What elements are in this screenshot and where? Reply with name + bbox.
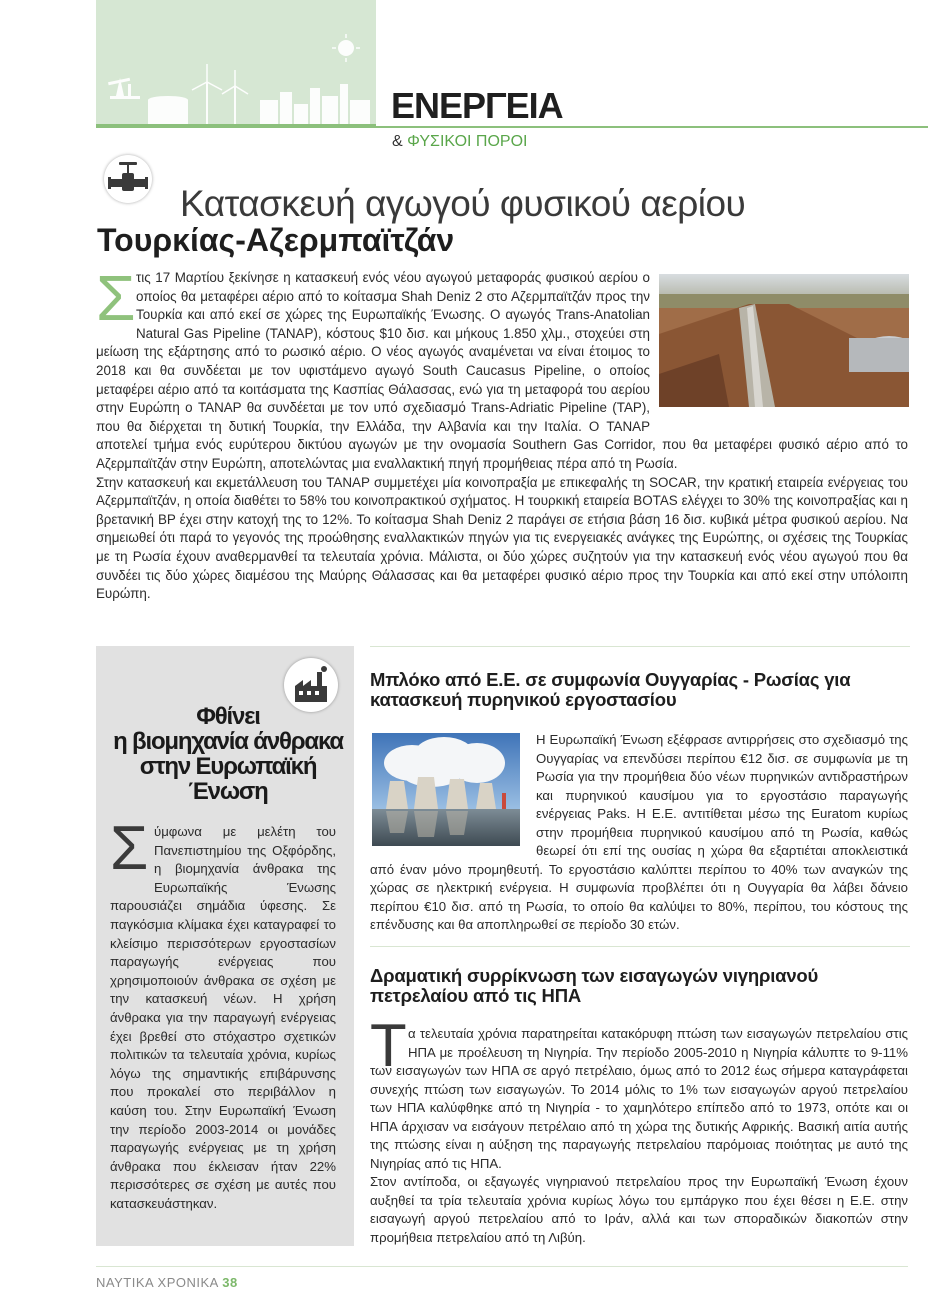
divider [370,946,910,947]
sidebar-paragraph: ύμφωνα με μελέτη του Πανεπιστημίου της Οξφόρδης, η βιομηχανία άνθρακα της Ευρωπαϊκής Ένωσης παρουσιάζει σημάδια ύφεσης. Σε παγκόσμια κλίμακα έχει καταγραφεί το κλείσιμο περισσότερων εργοστασίων παραγωγής ενέργειας που χρησιμοποιούν άνθρακα σε σχέση με την κατασκευή νέων. Η χρήση άνθρακα για την παραγωγή ενέργειας έχει βρεθεί στο στόχαστρο σχετικών πολιτικών τα τελευταία χρόνια, κυρίως λόγω της σημαντικής επιβάρυνσης που προκαλεί στο περιβάλλον η καύση του. Στην Ευρωπαϊκή Ένωση την περίοδο 2003-2014 οι μονάδες παραγωγής ενέργειας με τη χρήση άνθρακα που έκλεισαν ήταν 22% περισσότερες σε σχέση με αυτές που κατασκευάστηκαν. [110,824,336,1211]
publication-name: ΝΑΥΤΙΚΑ ΧΡΟΝΙΚΑ [96,1275,219,1290]
photo-spacer [370,731,536,847]
sidebar-title-line: στην Ευρωπαϊκή [139,753,317,780]
article2-paragraph: Η Ευρωπαϊκή Ένωση εξέφρασε αντιρρήσεις στο σχεδιασμό της Ουγγαρίας να επενδύσει περίπου €12 δισ. σε συμφωνία με τη Ρωσία για την προμήθεια δύο νέων πυρηνικών αντιδραστήρων και πυρηνικού καυσίμου για το εργοστάσιο παραγωγής ενέργειας Paks. Η Ε.Ε. αντιτίθεται μέσω της Euratom κυρίως στην προμήθεια πυρηνικού καυσίμου από τη Ρωσία, καθώς θεωρεί ότι επί της ουσίας η χώρα θα εξαρτιέται αποκλειστικά από έναν μόνο προμηθευτή. Το εργοστάσιο καλύπτει περίπου το 40% των αναγκών της χώρας σε ηλεκτρική ενέργεια. Η συμφωνία προβλέπει ότι η Ουγγαρία θα λάβει δάνειο περίπου €10 δισ. από τη Ρωσία, το οποίο θα καλύψει το 80%, περίπου, του κόστους της επένδυσης και θα αποπληρωθεί σε περίοδο 30 ετών. [370,732,908,932]
valve-icon [104,155,152,203]
sidebar-dropcap: Σ [110,814,149,883]
article3-dropcap: Τ [370,1012,407,1079]
photo-spacer [658,273,908,423]
page-footer [96,1275,238,1290]
dropcap-spacer [110,823,154,879]
subtitle-ampersand: & [392,133,403,150]
headline-line1: Κατασκευή αγωγού φυσικού αερίου [180,183,746,224]
subtitle-text: ΦΥΣΙΚΟΙ ΠΟΡΟΙ [407,133,528,150]
article3-title: Δραματική συρρίκνωση των εισαγωγών νιγηριανού πετρελαίου από τις ΗΠΑ [370,965,819,1006]
divider [370,646,910,647]
footer-rule [96,1266,908,1267]
article2-title: Μπλόκο από Ε.Ε. σε συμφωνία Ουγγαρίας - Ρωσίας για κατασκευή πυρηνικού εργοστασίου [370,669,851,710]
sidebar-title-line: Ένωση [188,778,268,805]
section-subtitle [392,133,527,151]
sidebar-title-line: η βιομηχανία άνθρακα [113,728,343,755]
article1-body [96,269,908,604]
article3-paragraph2: Στον αντίποδα, οι εξαγωγές νιγηριανού πετρελαίου προς την Ευρωπαϊκή Ένωση έχουν αυξηθεί τα τρία τελευταία χρόνια κυρίως λόγω του εμπάργκο που έχει θέσει η Ε.Ε. στην εισαγωγή αργού πετρελαίου από το Ιράν, αλλά και των σποραδικών διακοπών στην προμήθεια πετρελαίου από τη Λιβύη. [370,1174,908,1245]
headline-line2: Τουρκίας-Αζερμπαϊτζάν [97,222,455,258]
sidebar-title [110,704,346,804]
dropcap-spacer [370,1025,408,1061]
dropcap-spacer [96,269,136,343]
article3-paragraph1: α τελευταία χρόνια παρατηρείται κατακόρυφη πτώση των εισαγωγών πετρελαίου στις ΗΠΑ με προέλευση τη Νιγηρία. Την περίοδο 2005-2010 η Νιγηρία κάλυπτε το 9-11% των εισαγωγών των ΗΠΑ σε αργό πετρέλαιο, όμως από το 2012 έως σήμερα καταγράφεται συνεχής πτώση των εισαγωγών. Το 2014 μόλις το 1% των εισαγωγών αργού πετρελαίου των ΗΠΑ καλύφθηκε από τη Νιγηρία - το χαμηλότερο επίπεδο από το 1973, οπότε και οι ΗΠΑ άρχισαν να εισάγουν πετρέλαιο από τη χώρα της δυτικής Αφρικής. Βασική αιτία αυτής της πτώσης είναι η αύξηση της παραγωγής πετρελαίου παρόμοιας ποιότητας με αυτό της Νιγηρίας από τις ΗΠΑ. [370,1026,908,1171]
article1-paragraph1: τις 17 Μαρτίου ξεκίνησε η κατασκευή ενός νέου αγωγού μεταφοράς φυσικού αερίου ο οποίος θα μεταφέρει αέριο από το κοίτασμα Shah Deniz 2 στο Αζερμπαϊτζάν προς την Τουρκία και από εκεί σε χώρες της Ευρωπαϊκής Ένωσης. Ο αγωγός Trans-Anatolian Natural Gas Pipeline (TANAP), κόστους $10 δισ. και μήκους 1.850 χλμ., στοχεύει στη μείωση της εξάρτησης από το ρωσικό αέριο. Ο νέος αγωγός αναμένεται να είναι έτοιμος το 2018 και θα συνδέεται με τον υφιστάμενο αγωγό South Caucasus Pipeline, ο οποίος μεταφέρει αέριο από τα κοιτάσματα της Κασπίας Θάλασσας, ενώ για τη μεταφορά του αερίου στην Ευρώπη ο TANAP θα συνδέεται με τον υπό σχεδιασμό Trans-Adriatic Pipeline (TAP), που θα διέρχεται τη δυτική Τουρκία, την Ελλάδα, την Αλβανία και την Ιταλία. Ο TANAP αποτελεί τμήμα ενός ευρύτερου δικτύου αγωγών με την ονομασία Southern Gas Corridor, που θα μεταφέρει φυσικό αέριο από το Αζερμπαϊτζάν στην Ευρώπη, αποτελώντας μια εναλλακτική πηγή προμήθειας πέρα από τη Ρωσία. [96,270,908,471]
sidebar-body [110,823,336,1213]
header-rule [376,126,928,128]
energy-skyline-icon [96,0,376,128]
sidebar-title-line: Φθίνει [196,703,260,730]
energy-skyline-illustration [96,0,376,128]
article1-paragraph2: Στην κατασκευή και εκμετάλλευση του TANAP συμμετέχει μία κοινοπραξία με επικεφαλής τη SOCAR, την κρατική εταιρεία ενέργειας του Αζερμπαϊτζάν, η οποία διαθέτει το 58% του κοινοπρακτικού σχήματος. Η τουρκική εταιρεία BOTAS ελέγχει το 30% της κοινοπραξίας και η βρετανική BP έχει στην κατοχή της το 12%. Το κοίτασμα Shah Deniz 2 παράγει σε ετήσια βάση 16 δισ. κυβικά μέτρα φυσικού αερίου. Να σημειωθεί ότι παρά το γεγονός της προώθησης εναλλακτικών πηγών για τις ενεργειακές ανάγκες της Ευρώπης, οι σχέσεις της Τουρκίας με τη Ρωσία έχουν αναθερμανθεί τα τελευταία χρόνια. Μάλιστα, οι δύο χώρες συζητούν για την κατασκευή ενός νέου αγωγού που θα συνδέει τις δύο χώρες διαμέσου της Μαύρης Θάλασσας και θα μεταφέρει φυσικό αέριο προς την Τουρκία και από εκεί στην υπόλοιπη Ευρώπη. [96,474,908,602]
article3-body [370,1025,908,1247]
article2-body [370,731,908,935]
page-number: 38 [222,1275,238,1290]
article1-dropcap: Σ [96,262,136,334]
section-title: ΕΝΕΡΓΕΙΑ [391,85,563,126]
